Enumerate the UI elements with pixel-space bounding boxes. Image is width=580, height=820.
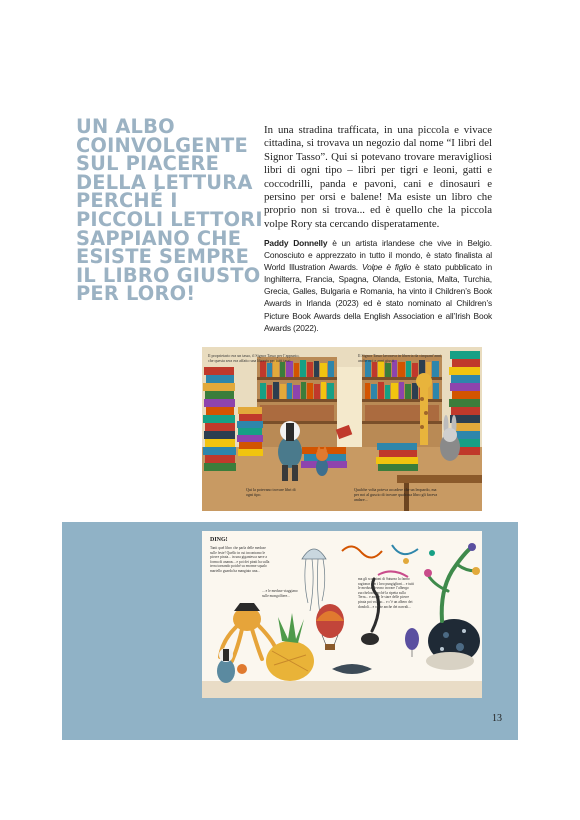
headline-line: DELLA LETTURA <box>76 170 253 194</box>
bio-text: è un artista irlandese che vive in Belgio. Conosciuto e apprezzato in tutto il mondo, è stato finalista al World Illustration Awards. <box>264 238 492 273</box>
bookshop-illustration <box>202 347 482 511</box>
headline-line: PERCHÉ I <box>76 189 178 213</box>
ding-label: DING! <box>210 537 228 543</box>
caption-left: Tanti quel libro che parla delle meduse sulle feste! Quello in cui incontrano le piovre pirata... in una gigantesca nave a forma di ananas... e poi dei pirati ha sulla terra tornando poiché su enorme squalo martello guarda ha mangiato una... <box>210 546 270 573</box>
intro-paragraph: In una stradina trafficata, in una piccola e vivace cittadina, si trovava un negozio dal nome “I libri del Signor Tasso”. Qui si potevano trovare meravigliosi libri di ogni tipo – libri per tigri e leoni, gatti e coccodrilli, panda e pavoni, cani e dinosauri e persino per orsi e balene! Ma esiste un libro che proprio non si trova... ed è quello che la piccola volpe Rory sta cercando disperatamente. <box>264 124 492 230</box>
headline-line: SUL PIACERE <box>76 152 220 176</box>
caption-right: ma gli scorpioni di Saturno la fanno ragionar con i loro pungiglioni... e tutti le meduse devono trovare l’albergo zuccheloso perché la ripetta sulla Terra... e anche le stare delle piovre pirata poi volano... e c’è un albero dei dondoli... e come anche dei narvali... <box>358 577 414 609</box>
headline-line: PICCOLI LETTORI <box>76 207 263 231</box>
book-title: Volpe è figlio <box>361 262 412 273</box>
headline-line: IL LIBRO GIUSTO <box>76 263 261 287</box>
caption-left-2: ... e le meduse viaggiano sulle mongolfiere... <box>262 589 298 598</box>
illustration-fantasy-spread <box>202 531 482 698</box>
headline-line: COINVOLGENTE <box>76 133 248 157</box>
headline-line: PER LORO! <box>76 282 196 306</box>
caption-left-bottom: Qui la potevano trovare libri di ogni tipo. <box>246 487 296 497</box>
headline-line: SAPPIANO CHE <box>76 226 242 250</box>
caption-right-top: Il Signor Tasso lavorava in libreria da cinquant’anni, anche noi e anni giusti. <box>358 353 443 363</box>
page-number: 13 <box>492 713 502 724</box>
caption-left-top: Il proprietario era un tasso, il Signor Tasso per l’appunto, che questa sera era affatto una libreria per tutti tassi. <box>208 353 300 363</box>
caption-right-bottom: Qualche volta poteva accadere che un leopardo, ma per noi al guscio di trovare qualcosa libro gli faceva andare... <box>354 487 438 502</box>
bio-text: è stato pubblicato in Inghilterra, Francia, Spagna, Olanda, Estonia, Malta, Turchia, Grecia, Galles, Bulgaria e Romania, ha vinto il Children’s Book Awards in Irlanda (2023) ed è stato nominato al Children’s Picture Book Awards della English Association e all’Irish Book Awards (2022). <box>264 262 492 333</box>
author-name: Paddy Donnelly <box>264 238 328 248</box>
author-bio <box>264 237 492 334</box>
headline <box>76 115 263 306</box>
headline-line: UN ALBO <box>76 115 175 138</box>
illustration-bookshop-spread <box>202 347 482 511</box>
headline-line: ESISTE SEMPRE <box>76 245 250 269</box>
